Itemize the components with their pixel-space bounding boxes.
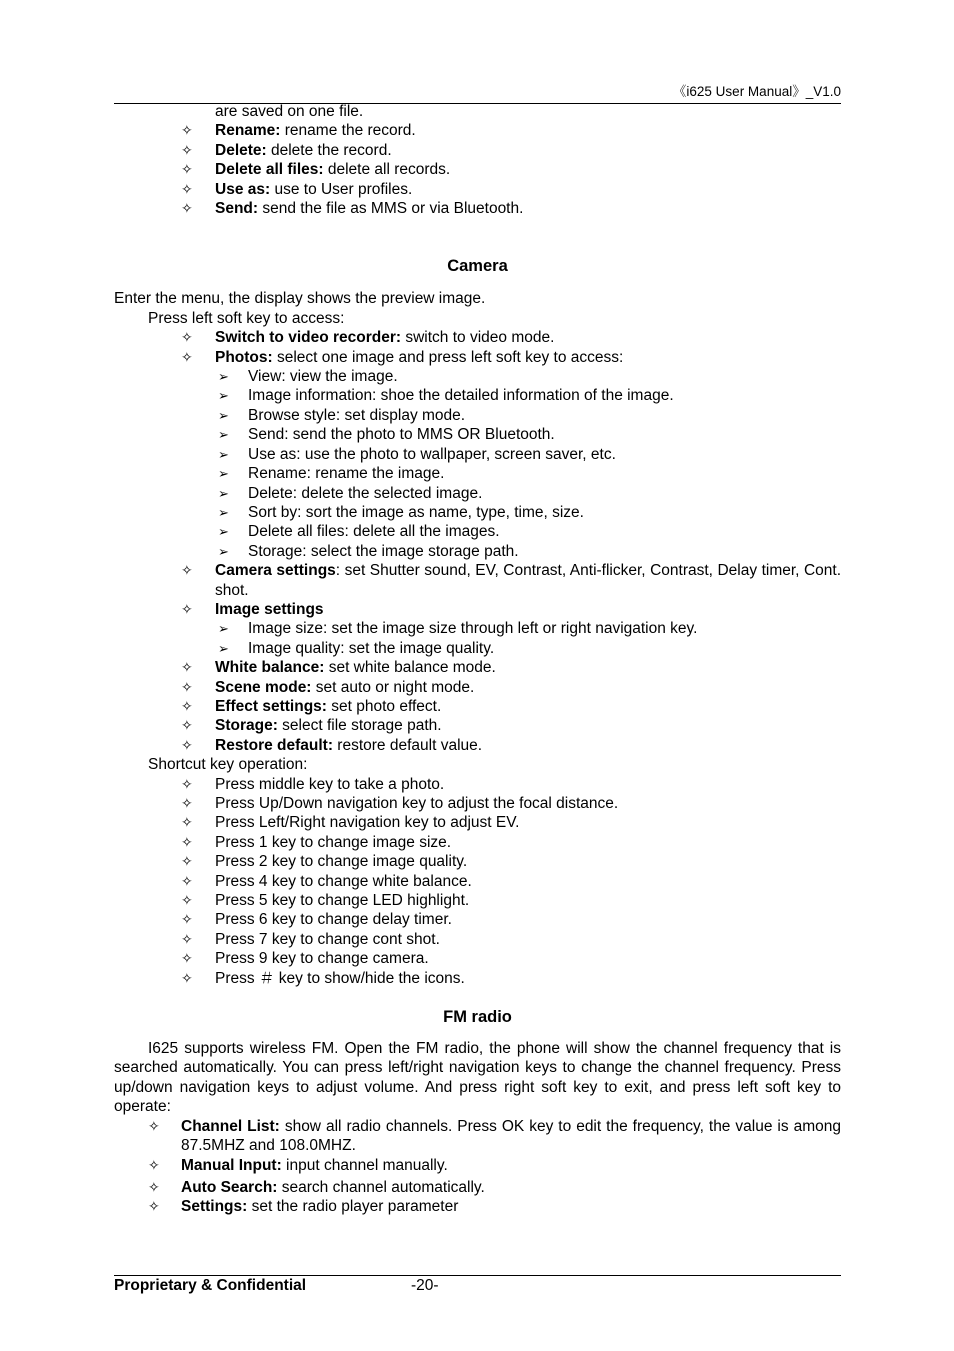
diamond-bullet-icon: ✧	[181, 161, 193, 178]
sub-list-item: ➢ Storage: select the image storage path.	[218, 542, 519, 560]
camera-access-text: Press left soft key to access:	[148, 309, 345, 327]
list-item: ✧ Restore default: restore default value.	[181, 736, 483, 754]
diamond-bullet-icon: ✧	[181, 200, 193, 217]
diamond-bullet-icon: ✧	[181, 697, 193, 714]
sub-list-item: ➢ Sort by: sort the image as name, type, time, size.	[218, 503, 584, 521]
list-item: ✧ Manual Input: input channel manually.	[148, 1156, 448, 1174]
arrowhead-bullet-icon: ➢	[218, 524, 229, 540]
footer-confidential: Proprietary & Confidential	[114, 1277, 307, 1294]
arrowhead-bullet-icon: ➢	[218, 504, 229, 520]
list-item: ✧ Use as: use to User profiles.	[181, 180, 413, 198]
page-number: -20-	[411, 1277, 439, 1294]
list-item: ✧ Press 9 key to change camera.	[181, 950, 429, 968]
diamond-bullet-icon: ✧	[181, 853, 193, 870]
camera-intro: Enter the menu, the display shows the preview image.	[114, 290, 486, 308]
diamond-bullet-icon: ✧	[181, 678, 193, 695]
diamond-bullet-icon: ✧	[181, 892, 193, 909]
list-item: ✧ Press Up/Down navigation key to adjust the focal distance.	[181, 795, 619, 812]
diamond-bullet-icon: ✧	[181, 833, 193, 850]
diamond-bullet-icon: ✧	[181, 775, 193, 792]
sub-list-item: ➢ Delete all files: delete all the images.	[218, 523, 500, 541]
diamond-bullet-icon: ✧	[181, 122, 193, 139]
list-item: ✧ Press 2 key to change image quality.	[181, 853, 468, 871]
page-header: 《i625 User Manual》_V1.0	[672, 84, 841, 99]
list-item: ✧ Channel List: show all radio channels. Press OK key to edit the frequency, the value is among 87.5MHZ and 108.0MHZ.	[148, 1117, 841, 1155]
sub-list-item: ➢ Send: send the photo to MMS OR Bluetooth.	[218, 426, 555, 444]
diamond-bullet-icon: ✧	[181, 736, 193, 753]
sub-list-item: ➢ Image information: shoe the detailed information of the image.	[218, 387, 674, 405]
sub-list-item: ➢ Rename: rename the image.	[218, 465, 445, 483]
diamond-bullet-icon: ✧	[181, 329, 193, 346]
diamond-bullet-icon: ✧	[181, 969, 193, 986]
list-item: ✧ Press 1 key to change image size.	[181, 833, 452, 851]
list-item: ✧ Press 7 key to change cont shot.	[181, 930, 440, 948]
arrowhead-bullet-icon: ➢	[218, 466, 229, 482]
diamond-bullet-icon: ✧	[181, 795, 193, 811]
diamond-bullet-icon: ✧	[181, 180, 193, 197]
list-item: ✧ Scene mode: set auto or night mode.	[181, 678, 475, 696]
diamond-bullet-icon: ✧	[181, 562, 193, 579]
diamond-bullet-icon: ✧	[181, 911, 193, 928]
section-title-fm-radio: FM radio	[443, 1008, 512, 1027]
sub-list-item: ➢ View: view the image.	[218, 368, 398, 386]
list-item: ✧ Press 5 key to change LED highlight.	[181, 892, 470, 910]
diamond-bullet-icon: ✧	[181, 814, 193, 831]
arrowhead-bullet-icon: ➢	[218, 485, 229, 501]
list-item: ✧ Delete: delete the record.	[181, 141, 392, 159]
sub-list-item: ➢ Use as: use the photo to wallpaper, screen saver, etc.	[218, 445, 616, 463]
list-item: ✧ Press 4 key to change white balance.	[181, 872, 472, 890]
list-item: ✧ Rename: rename the record.	[181, 122, 416, 140]
section-title-camera: Camera	[447, 257, 508, 276]
page-content	[114, 102, 841, 1217]
sub-list-item: ➢ Browse style: set display mode.	[218, 406, 466, 424]
sub-list-item: ➢ Image size: set the image size through left or right navigation key.	[218, 620, 698, 638]
list-item: ✧ White balance: set white balance mode.	[181, 659, 496, 677]
sub-list-item: ➢ Delete: delete the selected image.	[218, 484, 483, 502]
continuation-text: are saved on one file.	[215, 103, 364, 120]
list-item: ✧ Press 6 key to change delay timer.	[181, 911, 452, 929]
arrowhead-bullet-icon: ➢	[218, 388, 229, 404]
shortcut-title: Shortcut key operation:	[148, 756, 308, 774]
diamond-bullet-icon: ✧	[181, 950, 193, 967]
diamond-bullet-icon: ✧	[181, 141, 193, 158]
list-item: ✧ Press ＃ key to show/hide the icons.	[181, 969, 465, 987]
diamond-bullet-icon: ✧	[181, 930, 193, 947]
arrowhead-bullet-icon: ➢	[218, 543, 229, 559]
diamond-bullet-icon: ✧	[148, 1198, 160, 1215]
arrowhead-bullet-icon: ➢	[218, 427, 229, 443]
list-item: ✧ Photos: select one image and press left soft key to access:	[181, 348, 624, 366]
list-item: ✧ Press middle key to take a photo.	[181, 775, 445, 793]
arrowhead-bullet-icon: ➢	[218, 640, 229, 656]
diamond-bullet-icon: ✧	[181, 872, 193, 889]
list-item: ✧ Send: send the file as MMS or via Bluetooth.	[181, 200, 524, 218]
sub-list-item: ➢ Image quality: set the image quality.	[218, 639, 495, 657]
arrowhead-bullet-icon: ➢	[218, 369, 229, 385]
diamond-bullet-icon: ✧	[148, 1156, 160, 1173]
list-item: ✧ Storage: select file storage path.	[181, 717, 442, 735]
diamond-bullet-icon: ✧	[181, 348, 193, 365]
diamond-bullet-icon: ✧	[148, 1117, 160, 1134]
list-item: ✧ Switch to video recorder: switch to video mode.	[181, 329, 555, 347]
list-item: ✧ Camera settings: set Shutter sound, EV, Contrast, Anti-flicker, Contrast, Delay timer, Cont. shot.	[181, 562, 842, 599]
list-item: ✧ Effect settings: set photo effect.	[181, 697, 442, 715]
diamond-bullet-icon: ✧	[148, 1178, 160, 1195]
list-item: ✧ Settings: set the radio player parameter	[148, 1198, 459, 1216]
diamond-bullet-icon: ✧	[181, 717, 193, 734]
diamond-bullet-icon: ✧	[181, 600, 193, 617]
fm-paragraph: I625 supports wireless FM. Open the FM radio, the phone will show the channel frequency that is searched automatically. You can press left/right navigation keys to change the channel frequency. Press up/down navigation keys to adjust volume. And press right soft key to exit, and press left soft key to operate:	[114, 1040, 841, 1116]
list-item: ✧ Delete all files: delete all records.	[181, 161, 451, 179]
diamond-bullet-icon: ✧	[181, 659, 193, 676]
list-item: ✧ Image settings	[181, 600, 324, 618]
list-item: ✧ Auto Search: search channel automatically.	[148, 1178, 485, 1196]
arrowhead-bullet-icon: ➢	[218, 446, 229, 462]
arrowhead-bullet-icon: ➢	[218, 621, 229, 637]
arrowhead-bullet-icon: ➢	[218, 407, 229, 423]
list-item: ✧ Press Left/Right navigation key to adjust EV.	[181, 814, 520, 832]
